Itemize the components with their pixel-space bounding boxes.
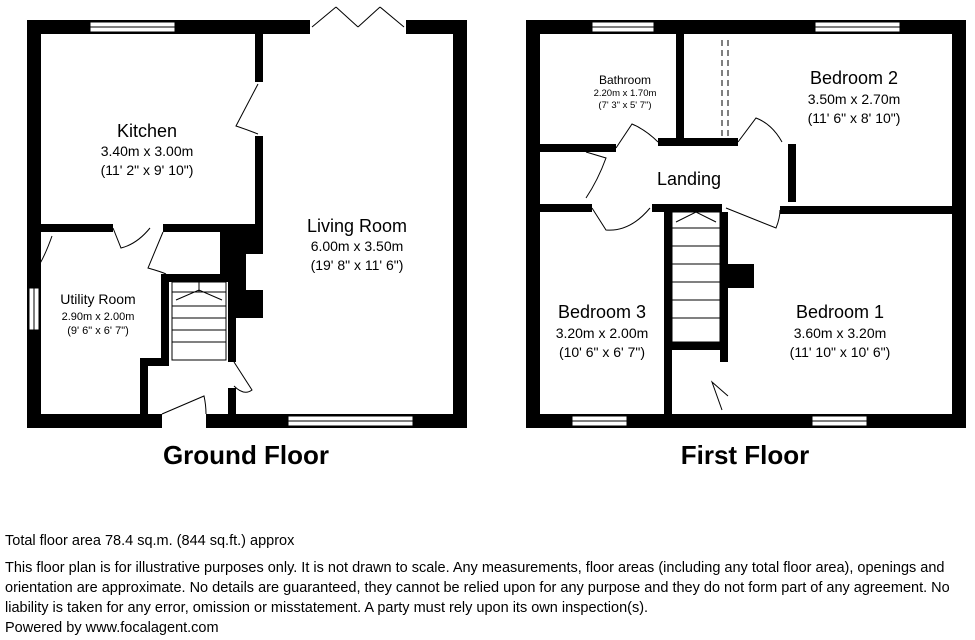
- landing-name: Landing: [656, 169, 722, 189]
- disclaimer-block: [5, 558, 970, 638]
- living-room-imperial: (19' 8" x 11' 6"): [310, 257, 404, 273]
- gf-wall-kitchen-living-lower: [255, 136, 263, 234]
- bedroom1-name: Bedroom 1: [795, 302, 885, 322]
- gf-wall-hall-left: [140, 358, 148, 416]
- gf-door-kitchen-utility: [113, 228, 150, 248]
- gf-door-utility-stair: [148, 232, 166, 274]
- bedroom3-imperial: (10' 6" x 6' 7"): [558, 344, 646, 360]
- living-room-metric: 6.00m x 3.50m: [310, 238, 404, 254]
- gf-front-door-gap: [162, 413, 206, 429]
- kitchen-name: Kitchen: [116, 121, 178, 141]
- gf-wall-kitchen-utility-a: [41, 224, 113, 232]
- ff-wall-bedroom2-bottom: [780, 206, 952, 214]
- ff-wall-bathroom-bottom-a: [540, 144, 616, 152]
- gf-wall-kitchen-living-upper: [255, 34, 263, 82]
- first-floor-title: First Floor: [680, 440, 810, 470]
- ff-door-bedroom1: [726, 208, 780, 228]
- living-room-name: Living Room: [306, 216, 408, 236]
- bedroom3-name: Bedroom 3: [557, 302, 647, 322]
- ff-door-bathroom: [616, 124, 658, 148]
- ff-wall-stairwell-bottom: [672, 342, 722, 350]
- gf-door-kitchen-living: [236, 84, 258, 134]
- bathroom-metric: 2.20m x 1.70m: [593, 88, 657, 99]
- ff-wall-left: [526, 20, 540, 428]
- bathroom-imperial: (7' 3" x 5' 7"): [598, 100, 652, 111]
- powered-by-link[interactable]: Powered by www.focalagent.com: [5, 620, 219, 636]
- ff-wall-bathroom-right: [676, 34, 684, 144]
- ff-wall-stairwell-top: [652, 204, 722, 212]
- ff-door-airing-cupboard: [586, 152, 606, 198]
- gf-wall-stair-head: [166, 274, 228, 282]
- ff-door-bedroom3: [592, 208, 650, 230]
- utility-room-imperial: (9' 6" x 6' 7"): [67, 325, 129, 337]
- ff-chimney-breast: [728, 264, 754, 288]
- utility-room-name: Utility Room: [60, 291, 136, 307]
- gf-wall-right: [453, 20, 467, 428]
- gf-staircase: [172, 282, 226, 360]
- ff-wall-landing-top: [658, 138, 738, 146]
- bedroom1-metric: 3.60m x 3.20m: [793, 325, 887, 341]
- first-floor-plan: [526, 20, 966, 470]
- bedroom3-metric: 3.20m x 2.00m: [555, 325, 649, 341]
- gf-wall-stair-right: [228, 318, 236, 362]
- utility-room-metric: 2.90m x 2.00m: [61, 311, 135, 323]
- ff-wall-stairwell-right: [720, 212, 728, 362]
- gf-wall-utility-right: [161, 274, 169, 364]
- gf-wall-hall-right: [228, 388, 236, 414]
- ff-wall-bedroom2-left: [788, 144, 796, 202]
- kitchen-metric: 3.40m x 3.00m: [100, 143, 194, 159]
- bedroom2-metric: 3.50m x 2.70m: [807, 91, 901, 107]
- ff-wall-right: [952, 20, 966, 428]
- gf-wall-left: [27, 20, 41, 428]
- ff-door-bedroom1-cupboard: [712, 382, 728, 410]
- bathroom-name: Bathroom: [598, 73, 652, 87]
- ground-floor-title: Ground Floor: [162, 440, 330, 470]
- ff-staircase: [672, 212, 720, 342]
- ff-wall-bedroom3-right: [664, 212, 672, 414]
- disclaimer-text: This floor plan is for illustrative purposes only. It is not drawn to scale. Any measurements, floor areas (including any total floor area), openings and orientation are approximate. No details are guaranteed, they cannot be relied upon for any purpose and they do not form part of any agreement. No liability is taken for any error, omission or misstatement. A party must rely upon its own inspection(s).: [5, 560, 950, 616]
- total-floor-area: Total floor area 78.4 sq.m. (844 sq.ft.) approx: [5, 533, 295, 549]
- gf-wall-stair-top: [220, 232, 228, 274]
- ff-door-bedroom2: [738, 118, 782, 142]
- bedroom2-name: Bedroom 2: [809, 68, 899, 88]
- gf-door-hall-living: [234, 362, 252, 392]
- kitchen-imperial: (11' 2" x 9' 10"): [100, 162, 194, 178]
- ground-floor-plan: [27, 7, 467, 470]
- ff-wall-bedroom3-top: [540, 204, 592, 212]
- bedroom1-imperial: (11' 10" x 10' 6"): [789, 344, 891, 360]
- bedroom2-imperial: (11' 6" x 8' 10"): [807, 110, 901, 126]
- gf-front-door: [162, 396, 206, 414]
